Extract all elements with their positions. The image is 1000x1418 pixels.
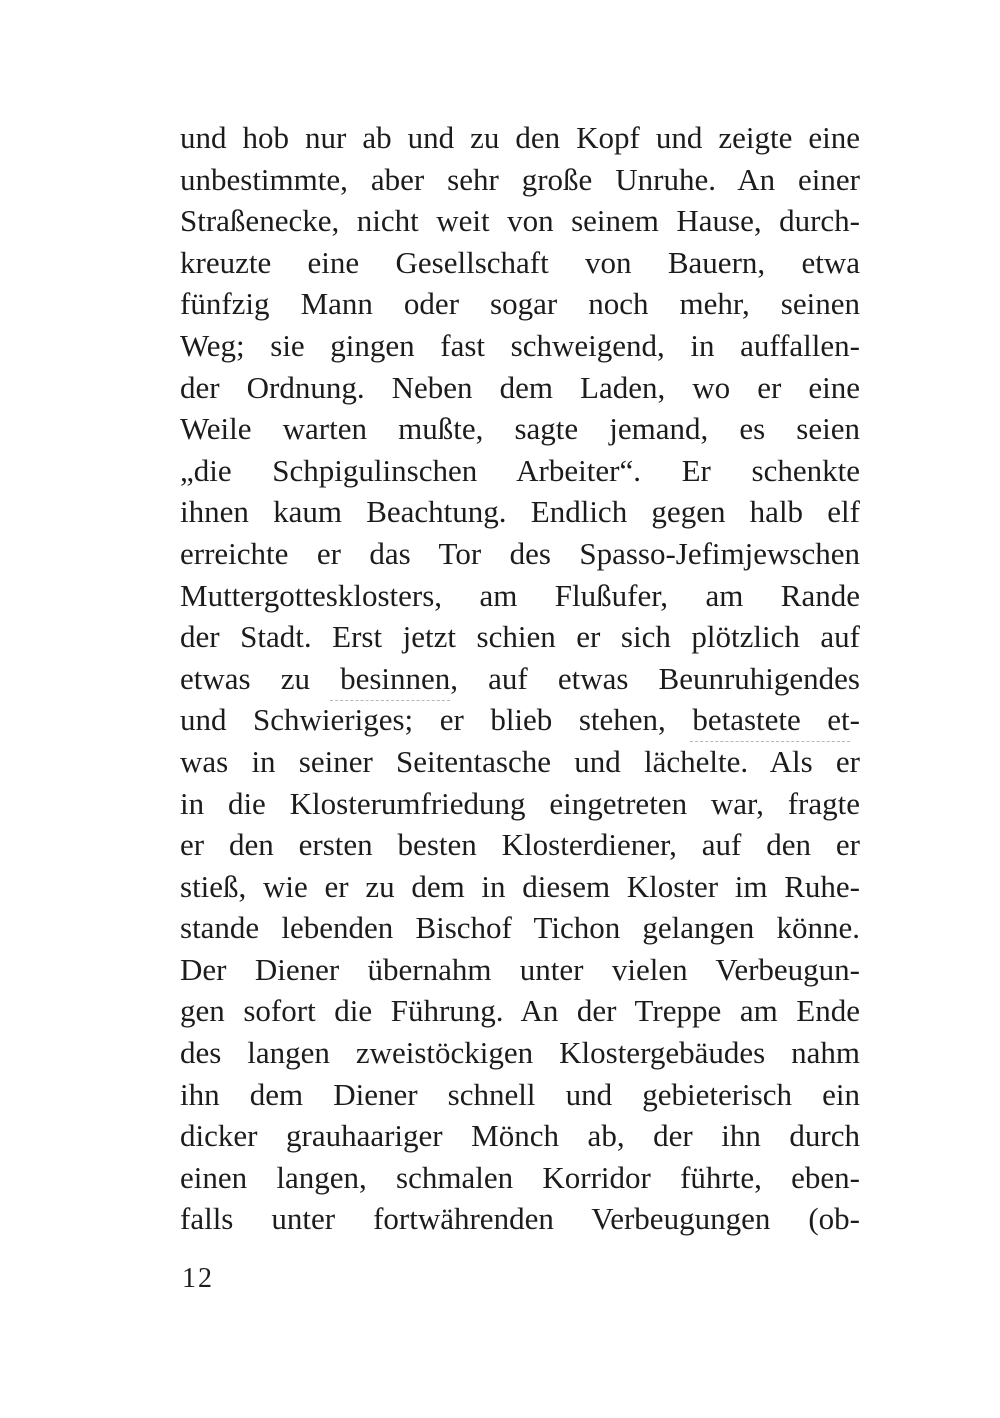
text-line: einen langen, schmalen Korridor führte, eben- <box>180 1159 860 1195</box>
text-line: Straßenecke, nicht weit von seinem Hause, durch- <box>180 203 860 239</box>
text-line: in die Klosterumfriedung eingetreten war, fragte <box>180 785 860 821</box>
text-line: Weile warten mußte, sagte jemand, es seien <box>180 411 860 447</box>
body-text <box>180 117 860 1240</box>
text-line: Der Diener übernahm unter vielen Verbeugun- <box>180 951 860 987</box>
text-line: der Ordnung. Neben dem Laden, wo er eine <box>180 369 860 405</box>
text-line: gen sofort die Führung. An der Treppe am Ende <box>180 993 860 1029</box>
page-number: 12 <box>182 1263 214 1294</box>
text-line: er den ersten besten Klosterdiener, auf den er <box>180 827 860 863</box>
text-line: erreichte er das Tor des Spasso-Jefimjewschen <box>180 535 860 571</box>
text-line: etwas zu besinnen, auf etwas Beunruhigendes <box>180 660 860 696</box>
text-line: ihn dem Diener schnell und gebieterisch ein <box>180 1076 860 1112</box>
text-line: und Schwieriges; er blieb stehen, betastete et- <box>180 702 860 738</box>
text-line: falls unter fortwährenden Verbeugungen (ob- <box>180 1201 860 1237</box>
text-line: unbestimmte, aber sehr große Unruhe. An einer <box>180 161 860 197</box>
text-line: stande lebenden Bischof Tichon gelangen könne. <box>180 910 860 946</box>
text-line: Muttergottesklosters, am Flußufer, am Rande <box>180 577 860 613</box>
text-line: fünfzig Mann oder sogar noch mehr, seinen <box>180 286 860 322</box>
text-line: Weg; sie gingen fast schweigend, in auffallen- <box>180 327 860 363</box>
text-line: stieß, wie er zu dem in diesem Kloster im Ruhe- <box>180 868 860 904</box>
text-line: kreuzte eine Gesellschaft von Bauern, etwa <box>180 244 860 280</box>
text-line: „die Schpigulinschen Arbeiter“. Er schenkte <box>180 452 860 488</box>
text-line: was in seiner Seitentasche und lächelte. Als er <box>180 743 860 779</box>
text-line: des langen zweistöckigen Klostergebäudes nahm <box>180 1035 860 1071</box>
text-line: und hob nur ab und zu den Kopf und zeigte eine <box>180 120 860 155</box>
pencil-underline-mark <box>690 741 850 742</box>
pencil-underline-mark <box>330 700 450 701</box>
text-line: dicker grauhaariger Mönch ab, der ihn durch <box>180 1118 860 1154</box>
text-line: ihnen kaum Beachtung. Endlich gegen halb elf <box>180 494 860 530</box>
text-line: der Stadt. Erst jetzt schien er sich plötzlich auf <box>180 619 860 655</box>
